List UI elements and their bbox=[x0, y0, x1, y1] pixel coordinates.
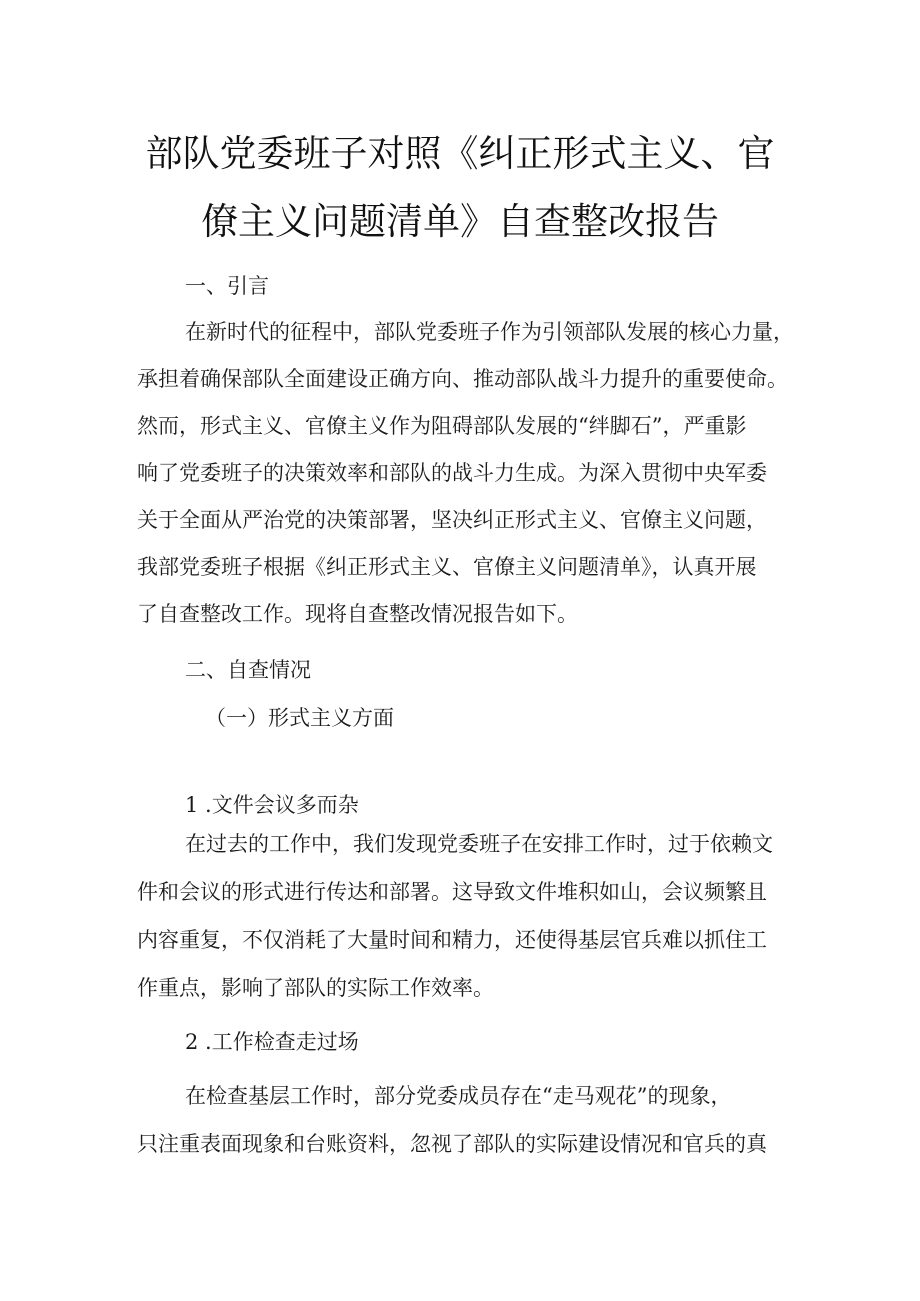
item-heading-inspection: 2 .工作检查走过场 bbox=[185, 1030, 359, 1054]
paragraph-line: 只注重表面现象和台账资料，忽视了部队的实际建设情况和官兵的真 bbox=[137, 1132, 767, 1156]
paragraph-line: 承担着确保部队全面建设正确方向、推动部队战斗力提升的重要使命。 bbox=[137, 367, 788, 391]
section-heading-self-check: 二、自查情况 bbox=[185, 658, 311, 682]
paragraph-line: 了自查整改工作。现将自查整改情况报告如下。 bbox=[137, 602, 578, 626]
paragraph-line: 件和会议的形式进行传达和部署。这导致文件堆积如山，会议频繁且 bbox=[137, 880, 767, 904]
subsection-heading-formalism: （一）形式主义方面 bbox=[205, 706, 394, 730]
paragraph-line: 作重点，影响了部队的实际工作效率。 bbox=[137, 976, 494, 1000]
paragraph-line: 响了党委班子的决策效率和部队的战斗力生成。为深入贯彻中央军委 bbox=[137, 461, 767, 485]
section-heading-introduction: 一、引言 bbox=[185, 274, 269, 298]
paragraph-line: 在检查基层工作时，部分党委成员存在“走马观花”的现象， bbox=[185, 1084, 732, 1108]
paragraph-line: 我部党委班子根据《纠正形式主义、官僚主义问题清单》，认真开展 bbox=[137, 555, 757, 579]
paragraph-line: 在新时代的征程中，部队党委班子作为引领部队发展的核心力量， bbox=[185, 320, 794, 344]
document-title-line-2: 僚主义问题清单》自查整改报告 bbox=[201, 200, 719, 243]
paragraph-line: 在过去的工作中，我们发现党委班子在安排工作时，过于依赖文 bbox=[185, 832, 773, 856]
intro-paragraph bbox=[137, 322, 801, 651]
paragraph-line: 关于全面从严治党的决策部署，坚决纠正形式主义、官僚主义问题， bbox=[137, 508, 767, 532]
item2-paragraph bbox=[137, 1086, 801, 1182]
item1-paragraph bbox=[137, 834, 801, 1026]
document-title-line-1: 部队党委班子对照《纠正形式主义、官 bbox=[145, 132, 775, 175]
item-heading-documents-meetings: 1 .文件会议多而杂 bbox=[185, 793, 359, 817]
paragraph-line: 然而，形式主义、官僚主义作为阻碍部队发展的“绊脚石”，严重影 bbox=[137, 414, 747, 438]
paragraph-line: 内容重复，不仅消耗了大量时间和精力，还使得基层官兵难以抓住工 bbox=[137, 928, 767, 952]
